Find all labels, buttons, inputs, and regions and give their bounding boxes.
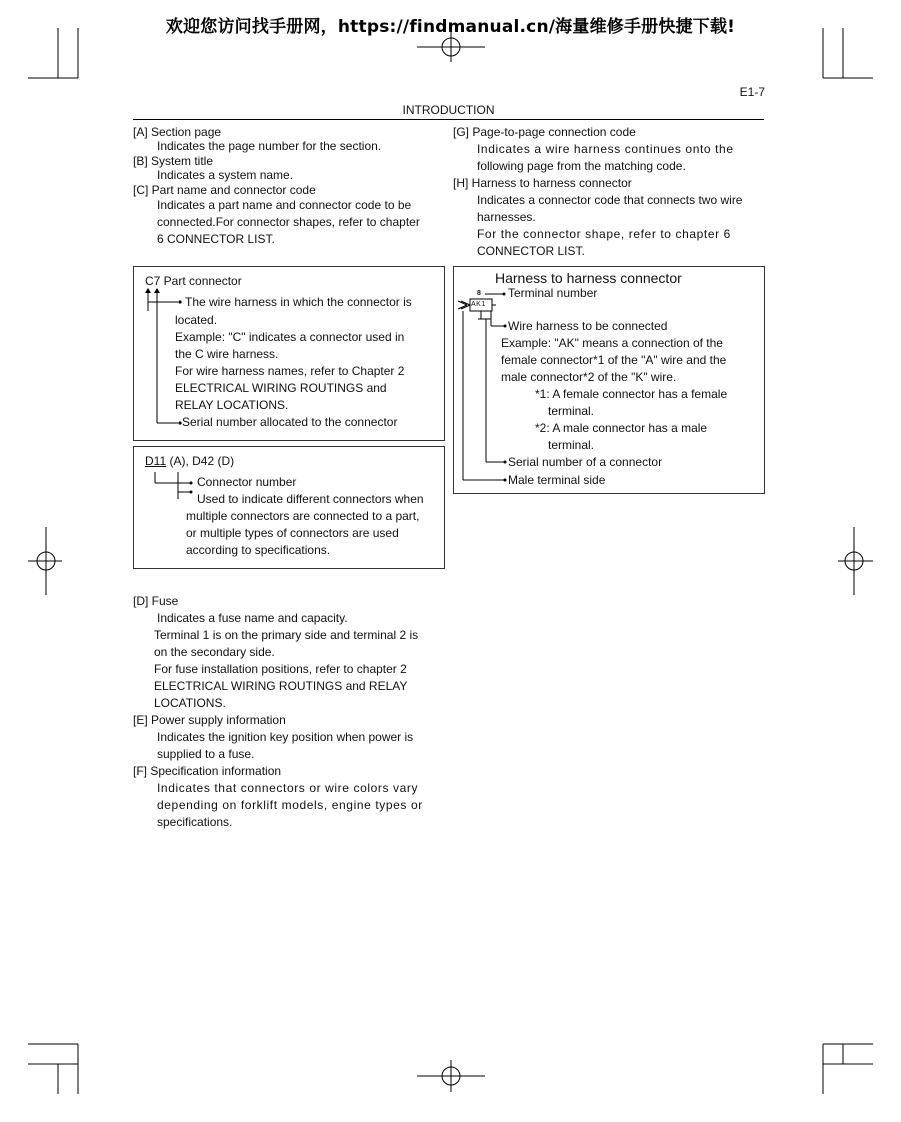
item-a-title: [A] Section page — [133, 125, 222, 139]
connector-number-line-1: Connector number — [197, 475, 297, 489]
right-column-intro — [453, 124, 768, 260]
item-b-title: [B] System title — [133, 154, 214, 168]
page-number: E1-7 — [739, 85, 765, 99]
footnote-1-line-1: *1: A female connector has a female — [535, 387, 728, 401]
item-d-line-1: Indicates a fuse name and capacity. — [157, 611, 348, 625]
download-banner: 欢迎您访问找手册网，https://findmanual.cn/海量维修手册快捷下载! — [165, 17, 736, 37]
footnote-2-line-1: *2: A male connector has a male — [535, 421, 708, 435]
serial-number-label: Serial number of a connector — [508, 455, 663, 469]
item-d-line-3: on the secondary side. — [154, 645, 275, 659]
connector-label: AK1 — [471, 301, 486, 308]
header-rule — [133, 119, 764, 120]
section-header: INTRODUCTION — [402, 103, 495, 117]
item-e-line-1: Indicates the ignition key position when power is — [157, 730, 414, 744]
item-c-desc-3: 6 CONNECTOR LIST. — [157, 232, 275, 246]
item-f-line-1: Indicates that connectors or wire colors vary — [157, 781, 419, 795]
wire-harness-label: Wire harness to be connected — [508, 319, 668, 333]
connector-number-title — [145, 453, 234, 470]
registration-target-left — [28, 527, 62, 595]
item-e-line-2: supplied to a fuse. — [157, 747, 255, 761]
item-f-line-3: specifications. — [157, 815, 233, 829]
item-d-title: [D] Fuse — [133, 594, 179, 608]
connector-number-code: D11 — [145, 454, 167, 468]
item-h-line-2: harnesses. — [477, 210, 536, 224]
left-column-intro — [133, 124, 448, 248]
item-c-desc-1: Indicates a part name and connector code to be — [157, 198, 412, 212]
connector-number-line-3: multiple connectors are connected to a part, — [186, 509, 420, 523]
footnote-2-line-2: terminal. — [548, 438, 595, 452]
connector-number-line-2: Used to indicate different connectors when — [197, 492, 424, 506]
item-c-desc-2: connected.For connector shapes, refer to chapter — [157, 215, 420, 229]
harness-example-2: female connector*1 of the "A" wire and the — [501, 353, 727, 367]
item-a-desc: Indicates the page number for the section. — [157, 139, 382, 153]
item-d-line-4: For fuse installation positions, refer to chapter 2 — [154, 662, 407, 676]
part-connector-line-6: ELECTRICAL WIRING ROUTINGS and — [175, 381, 387, 395]
harness-example-3: male connector*2 of the "K" wire. — [501, 370, 677, 384]
item-h-title: [H] Harness to harness connector — [453, 176, 632, 190]
connector-number-line-5: according to specifications. — [186, 543, 331, 557]
part-connector-line-1: The wire harness in which the connector is — [185, 295, 412, 309]
item-h-line-4: CONNECTOR LIST. — [477, 244, 585, 258]
lower-left-column — [133, 593, 448, 831]
part-connector-code: C7 — [145, 274, 161, 288]
item-g-title: [G] Page-to-page connection code — [453, 125, 636, 139]
item-g-line-1: Indicates a wire harness continues onto the — [477, 142, 734, 156]
connector-number-title-rest: (A), D42 (D) — [166, 454, 235, 468]
item-d-line-2: Terminal 1 is on the primary side and terminal 2 is — [154, 628, 419, 642]
part-connector-title-text: Part connector — [160, 274, 242, 288]
registration-target-right — [838, 527, 873, 595]
item-f-line-2: depending on forklift models, engine types or — [157, 798, 423, 812]
terminal-digit: 8 — [477, 290, 481, 297]
item-h-line-3: For the connector shape, refer to chapter 6 — [477, 227, 731, 241]
registration-target-bottom — [417, 1060, 485, 1092]
item-d-line-6: LOCATIONS. — [154, 696, 226, 710]
male-terminal-label: Male terminal side — [508, 473, 606, 487]
item-b-desc: Indicates a system name. — [157, 168, 294, 182]
part-connector-line-5: For wire harness names, refer to Chapter 2 — [175, 364, 405, 378]
part-connector-line-4: the C wire harness. — [175, 347, 279, 361]
item-f-title: [F] Specification information — [133, 764, 282, 778]
connector-number-line-4: or multiple types of connectors are used — [186, 526, 399, 540]
part-connector-line-8: Serial number allocated to the connector — [182, 415, 398, 429]
item-e-title: [E] Power supply information — [133, 713, 286, 727]
item-d-line-5: ELECTRICAL WIRING ROUTINGS and RELAY — [154, 679, 408, 693]
part-connector-title — [145, 273, 242, 290]
part-connector-line-2: located. — [175, 313, 218, 327]
item-g-line-2: following page from the matching code. — [477, 159, 686, 173]
terminal-number-label: Terminal number — [508, 286, 598, 300]
item-c-title: [C] Part name and connector code — [133, 183, 316, 197]
part-connector-line-7: RELAY LOCATIONS. — [175, 398, 289, 412]
item-h-line-1: Indicates a connector code that connects two wire — [477, 193, 743, 207]
harness-example-1: Example: "AK" means a connection of the — [501, 336, 723, 350]
footnote-1-line-2: terminal. — [548, 404, 595, 418]
part-connector-line-3: Example: "C" indicates a connector used in — [175, 330, 405, 344]
harness-box-title: Harness to harness connector — [495, 270, 682, 286]
